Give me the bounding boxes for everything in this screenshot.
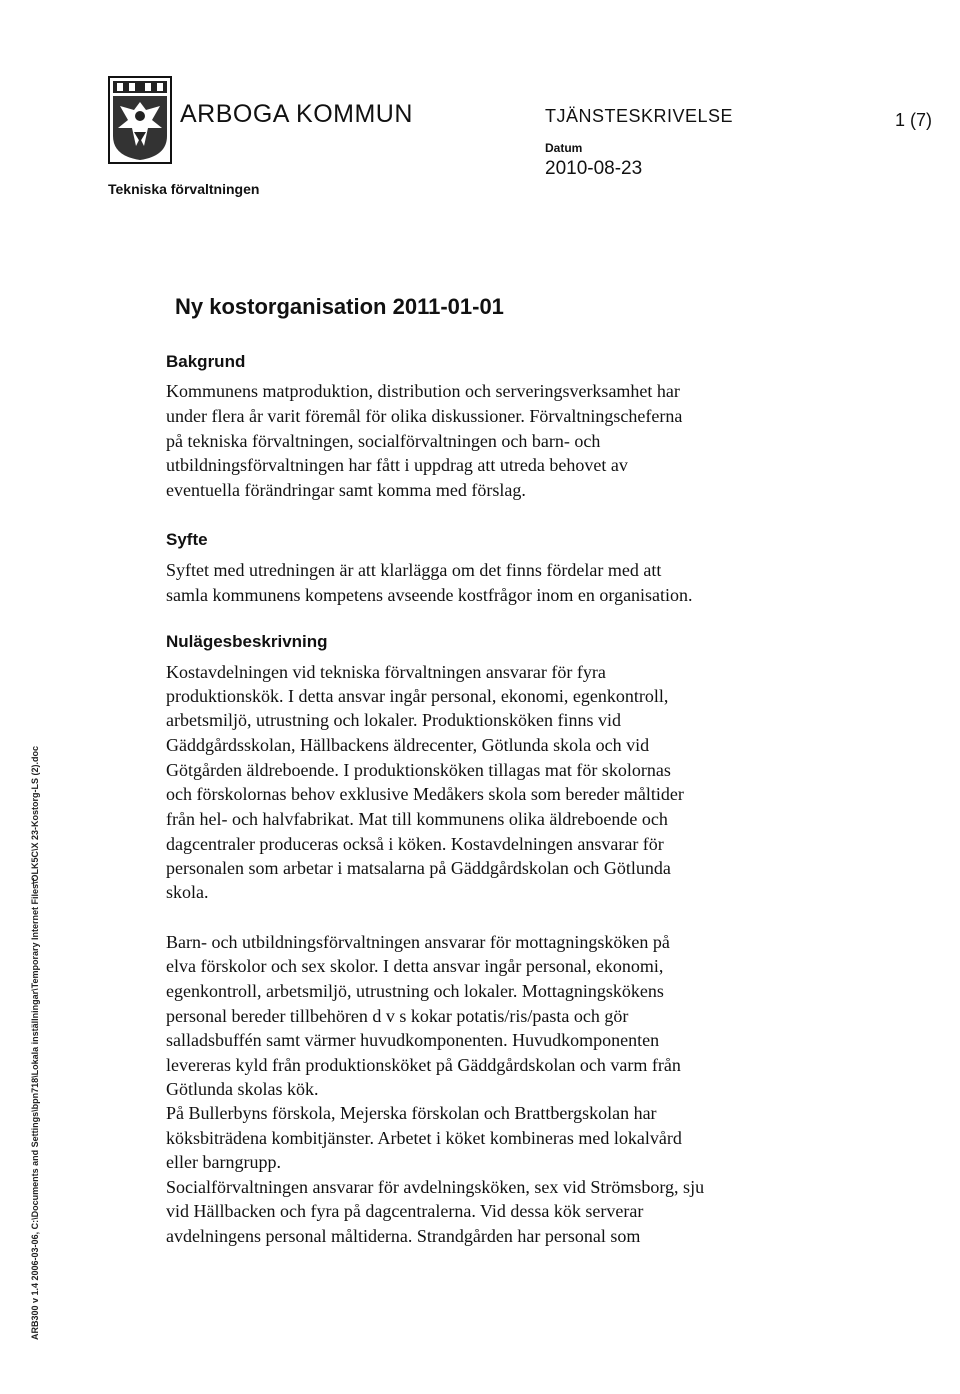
text-line: personal bereder tillbehören d v s kokar potatis/ris/pasta och gör [166, 1006, 629, 1026]
side-file-path: ARB300 v 1.4 2006-03-06, C:\Documents and Settings\bpn718\Lokala inställningar\Temporary Internet Files\OLK5C\X 23-Kostorg-LS (2).doc [30, 746, 40, 1340]
text-line: På Bullerbyns förskola, Mejerska förskolan och Brattbergskolan har [166, 1103, 657, 1123]
text-line: vid Hällbacken och fyra på dagcentralerna. Vid dessa kök serverar [166, 1201, 644, 1221]
text-line: avdelningens personal måltiderna. Strandgården har personal som [166, 1226, 641, 1246]
text-line: utbildningsförvaltningen har fått i uppdrag att utreda behovet av [166, 455, 628, 475]
text-line: arbetsmiljö, utrustning och lokaler. Produktionsköken finns vid [166, 710, 621, 730]
text-line: Götgården äldreboende. I produktionsköken tillagas mat för skolornas [166, 760, 671, 780]
section-heading: Syfte [166, 530, 208, 549]
text-line: personalen som arbetar i matsalarna på Gäddgårdskolan och Götlunda [166, 858, 671, 878]
text-line: produktionskök. I detta ansvar ingår personal, ekonomi, egenkontroll, [166, 686, 669, 706]
text-line: på tekniska förvaltningen, socialförvaltningen och barn- och [166, 431, 601, 451]
text-line: Kostavdelningen vid tekniska förvaltningen ansvarar för fyra [166, 662, 606, 682]
text-line: salladsbuffén samt värmer huvudkomponenten. Huvudkomponenten [166, 1030, 660, 1050]
text-line: eventuella förändringar samt komma med förslag. [166, 480, 526, 500]
text-line: levereras kyld från produktionsköket på Gäddgårdskolan och varm från [166, 1055, 681, 1075]
text-line: samla kommunens kompetens avseende kostfrågor inom en organisation. [166, 585, 693, 605]
text-line: och förskolornas behov exklusive Medåkers skola som bereder måltider [166, 784, 684, 804]
text-line: Socialförvaltningen ansvarar för avdelningsköken, sex vid Strömsborg, sju [166, 1177, 705, 1197]
section-heading: Bakgrund [166, 352, 246, 371]
section-heading: Nulägesbeskrivning [166, 632, 328, 651]
text-line: under flera år varit föremål för olika diskussioner. Förvaltningscheferna [166, 406, 683, 426]
department-name: Tekniska förvaltningen [108, 181, 260, 197]
text-line: dagcentraler produceras också i köken. Kostavdelningen ansvarar för [166, 834, 664, 854]
text-line: Gäddgårdsskolan, Hällbackens äldrecenter, Götlunda skola och vid [166, 735, 650, 755]
page-number: 1 (7) [895, 110, 933, 130]
text-line: elva förskolor och sex skolor. I detta ansvar ingår personal, ekonomi, [166, 956, 664, 976]
text-line: Kommunens matproduktion, distribution och serveringsverksamhet har [166, 381, 680, 401]
text-line: skola. [166, 882, 209, 902]
coat-of-arms-icon [108, 76, 172, 164]
text-line: Syftet med utredningen är att klarlägga om det finns fördelar med att [166, 560, 662, 580]
organization-name: ARBOGA KOMMUN [180, 100, 413, 128]
text-line: eller barngrupp. [166, 1152, 281, 1172]
text-line: Götlunda skolas kök. [166, 1079, 319, 1099]
date-label: Datum [545, 141, 583, 155]
date-value: 2010-08-23 [545, 158, 643, 179]
document-type: TJÄNSTESKRIVELSE [545, 106, 734, 126]
text-line: Barn- och utbildningsförvaltningen ansvarar för mottagningsköken på [166, 932, 670, 952]
text-line: egenkontroll, arbetsmiljö, utrustning och lokaler. Mottagningskökens [166, 981, 664, 1001]
document-title: Ny kostorganisation 2011-01-01 [175, 294, 504, 319]
text-line: köksbiträdena kombitjänster. Arbetet i köket kombineras med lokalvård [166, 1128, 682, 1148]
text-line: från hel- och halvfabrikat. Mat till kommunens olika äldreboende och [166, 809, 668, 829]
